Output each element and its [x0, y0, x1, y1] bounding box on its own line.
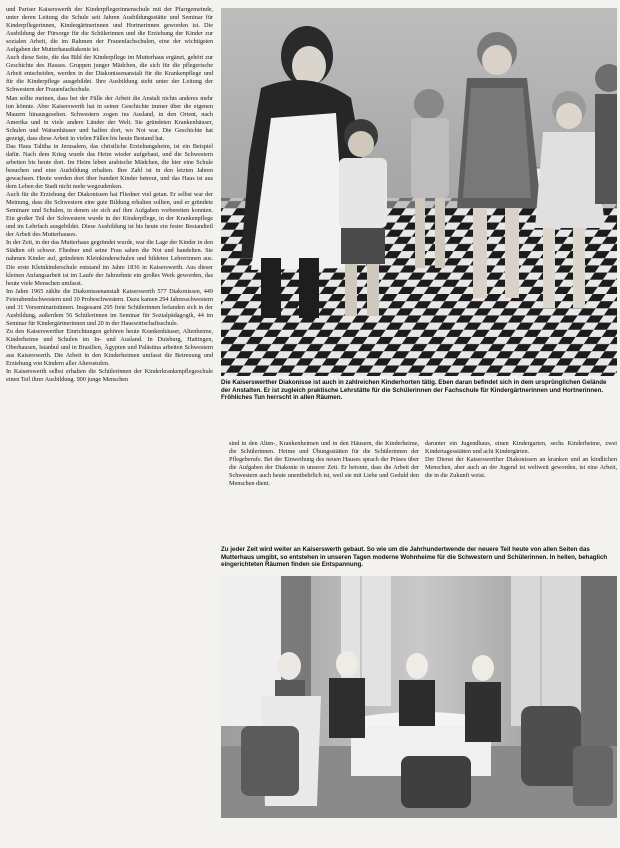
article-column-left	[6, 6, 213, 842]
paragraph: Das Haus Talitha in Jerusalem, das christliche Erziehungsheim, ist ein Beispiel dafür. Nach dem Krieg wurde das Heim wieder aufgebaut, und die Schwestern arbeiten bis heute dort. Im Heim leben arabische Mädchen, die hier eine Schule besuchen und eine Ausbildung erhalten. Ihre Zahl ist in den letzten Jahren gewachsen. Heute werden dort über hundert Kinder betreut, und das Haus ist aus dem Leben der Stadt nicht mehr wegzudenken.	[6, 142, 213, 191]
paragraph: In der Zeit, in der das Mutterhaus gegründet wurde, war die Lage der Kinder in den Städten oft schwer. Fliedner und seine Frau sahen die Not und handelten. Sie nahmen Kinder auf, gründeten Kleinkinderschulen und bildeten Lehrerinnen aus. Die erste Kleinkinderschule entstand im Jahre 1836 in Kaiserswerth. Aus dieser kleinen Anfangsarbeit ist im Laufe der Jahrzehnte ein großes Werk geworden, das heute viele Menschen umfasst.	[6, 239, 213, 287]
paragraph: und Pariser Kaiserswerth der Kinderpflegerinnenschule mit der Pfarrgemeinde, unter deren Leitung die Schule seit Jahren Ausbildungsstätte und Seminar für Kinderpflegerinnen, Kindergärtnerinnen und Hortnerinnen geworden ist. Die Ausbildung der Fürsorge für die Schülerinnen und die Erziehung der Kinder zur sozialen Arbeit, die im Rahmen der Frauenfachschulen, eine der wichtigsten Aufgaben der Mutterhausdiakonie ist.	[6, 6, 213, 54]
paragraph: Man sollte meinen, dass bei der Fülle der Arbeit die Anstalt nichts anderes mehr tun könnte. Aber Kaiserswerth hat in seiner Geschichte immer über die eigenen Mauern hinausgesehen. Schwestern zogen ins Ausland, in den Orient, nach Amerika und in viele andere Länder der Welt. Sie gründeten Krankenhäuser, Schulen und Waisenhäuser und halfen dort, wo Not war. Die Geschichte hat gezeigt, dass diese Arbeit in vielen Fällen bis heute Bestand hat.	[6, 94, 213, 142]
paragraph: darunter ein Jugendhaus, einen Kindergarten, sechs Kinderheime, zwei Kindertagesstätten und acht Kindergärten.	[425, 440, 617, 456]
photo-caption-bottom: Zu jeder Zeit wird weiter an Kaiserswerth gebaut. So wie um die Jahrhundertwende der neuere Teil heute von allen Seiten das Mutterhaus umgibt, so entstehen in unseren Tagen moderne Wohnheime für die Schwestern und Schülerinnen. In hellen, behaglich eingerichteten Räumen finden sie Entspannung.	[221, 546, 608, 569]
photo-lounge-deaconesses	[221, 576, 617, 818]
paragraph: Auch für die Erziehung der Diakonissen hat Fliedner viel getan. Er selbst war der Meinung, dass die Schwestern eine gute Bildung erhalten sollten, und er gründete Seminare und Schulen, in denen sie sich auf ihre Aufgaben vorbereiten konnten. Ein großer Teil der Schwestern wurde in der Kinderpflege, in der Krankenpflege und im Lehrfach ausgebildet. Diese Ausbildung ist bis heute ein fester Bestandteil der Arbeit des Mutterhauses.	[6, 191, 213, 239]
article-column-middle	[229, 440, 419, 538]
photo-deaconess-children	[221, 8, 617, 376]
paragraph: Im Jahre 1965 zählte die Diakonissenanstalt Kaiserswerth 577 Diakonissen, 449 Feierabendschwestern und 10 Probeschwestern. Dazu kamen 294 Jahresschwestern und 31 Vorseminaristinnen. Insgesamt 295 freie Schülerinnen befanden sich in der Ausbildung, außerdem 56 Schülerinnen im Seminar für Sozialpädagogik, 44 im Seminar für Kindergärtnerinnen und 20 in der Hauswirtschaftsschule.	[6, 287, 213, 327]
photo-caption-top: Die Kaiserswerther Diakonisse ist auch in zahlreichen Kinderhorten tätig. Eben daran befindet sich in dem ursprünglichen Gelände der Anstalten. Er ist zugleich praktische Lehrstätte für die Schülerinnen der Fachschule für Kindergärtnerinnen und Hortnerinnen. Fröhliches Tun herrscht in allen Räumen.	[221, 379, 607, 402]
paragraph: Der Dienst der Kaiserswerther Diakonissen an kranken und an kindlichen Menschen, aber auch an der Jugend ist weltweit geworden, ist eine Arbeit, die in die Zukunft weist.	[425, 456, 617, 480]
article-column-right	[425, 440, 617, 538]
paragraph: sind in den Alten-, Krankenheimen und in den Häusern, die Kinderheime, die Schülerinnen. Heime und Übungsstätten für die Schülerinnen der Pflegeberufe. Bei der Einweihung des neuen Hauses sprach der Präses über die Aufgaben der Diakonie in unserer Zeit. Er betonte, dass die Arbeit der Schwestern auch heute unentbehrlich ist, weil sie mit Liebe und Geduld den Menschen dient.	[229, 440, 419, 488]
paragraph: Auch diese Seite, die das Bild der Kinderpflege im Mutterhaus ergänzt, gehört zur Geschichte des Hauses. Gruppen junger Mädchen, die sich für die pflegerische Arbeit entscheiden, werden in der Diakonissenanstalt für die Krankenpflege und für die Kinderpflege ausgebildet. Ihre Ausbildung steht unter der Leitung der Schwestern der Frauenfachschule.	[6, 54, 213, 94]
paragraph: Zu den Kaiserswerther Einrichtungen gehören heute Krankenhäuser, Altenheime, Kinderheime und Schulen im In- und Ausland. In Duisburg, Hattingen, Oberhausen, Istanbul und in Brasilien, Ägypten und Palästina arbeiten Schwestern aus Kaiserswerth. Die Arbeit in den Kinderheimen umfasst die Betreuung und Erziehung von Kindern aller Altersstufen.	[6, 327, 213, 368]
paragraph: In Kaiserswerth selbst erhalten die Schülerinnen der Kinderkrankenpflegeschule einen Teil ihrer Ausbildung. 900 junge Menschen	[6, 368, 213, 384]
